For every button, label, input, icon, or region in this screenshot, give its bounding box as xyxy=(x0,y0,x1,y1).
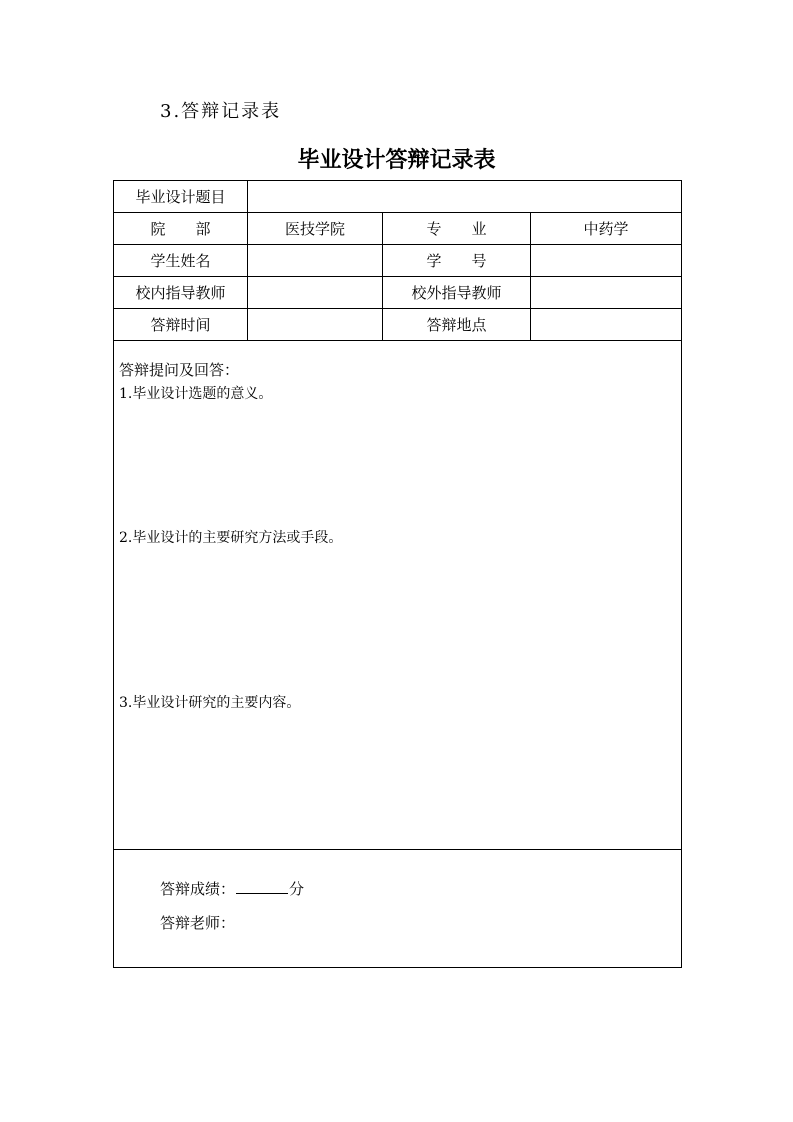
teacher-line xyxy=(160,912,235,933)
value-defense-time[interactable] xyxy=(248,309,383,341)
qa-question-3: 3.毕业设计研究的主要内容。 xyxy=(119,695,301,711)
grade-unit: 分 xyxy=(289,880,305,898)
qa-heading: 答辩提问及回答： xyxy=(119,361,240,379)
label-external-advisor: 校外指导教师 xyxy=(383,277,531,309)
label-student-id: 学 号 xyxy=(383,245,531,277)
table-row-qa xyxy=(114,341,682,850)
label-student-name: 学生姓名 xyxy=(114,245,248,277)
qa-question-1: 1.毕业设计选题的意义。 xyxy=(119,386,273,402)
value-defense-location[interactable] xyxy=(531,309,682,341)
value-student-name[interactable] xyxy=(248,245,383,277)
value-major[interactable]: 中药学 xyxy=(531,213,682,245)
qa-question-2: 2.毕业设计的主要研究方法或手段。 xyxy=(119,530,343,546)
table-row-schedule xyxy=(114,309,682,341)
table-row-advisors xyxy=(114,277,682,309)
value-thesis-topic[interactable] xyxy=(248,181,682,213)
value-department[interactable]: 医技学院 xyxy=(248,213,383,245)
label-defense-time: 答辩时间 xyxy=(114,309,248,341)
table-row-student xyxy=(114,245,682,277)
document-title: 毕业设计答辩记录表 xyxy=(297,148,496,173)
grade-label: 答辩成绩： xyxy=(160,880,236,898)
table-row-score xyxy=(114,850,682,968)
table-row-topic xyxy=(114,181,682,213)
label-defense-location: 答辩地点 xyxy=(383,309,531,341)
table-row-department xyxy=(114,213,682,245)
label-department: 院 部 xyxy=(114,213,248,245)
grade-line xyxy=(160,878,304,899)
section-heading: 3.答辩记录表 xyxy=(160,101,282,122)
qa-section[interactable] xyxy=(114,341,682,850)
teacher-label: 答辩老师： xyxy=(160,914,236,932)
label-internal-advisor: 校内指导教师 xyxy=(114,277,248,309)
value-internal-advisor[interactable] xyxy=(248,277,383,309)
value-external-advisor[interactable] xyxy=(531,277,682,309)
value-student-id[interactable] xyxy=(531,245,682,277)
label-major: 专 业 xyxy=(383,213,531,245)
grade-blank-field[interactable] xyxy=(236,879,288,894)
score-section xyxy=(114,850,682,968)
label-thesis-topic: 毕业设计题目 xyxy=(114,181,248,213)
defense-record-table xyxy=(113,180,682,968)
